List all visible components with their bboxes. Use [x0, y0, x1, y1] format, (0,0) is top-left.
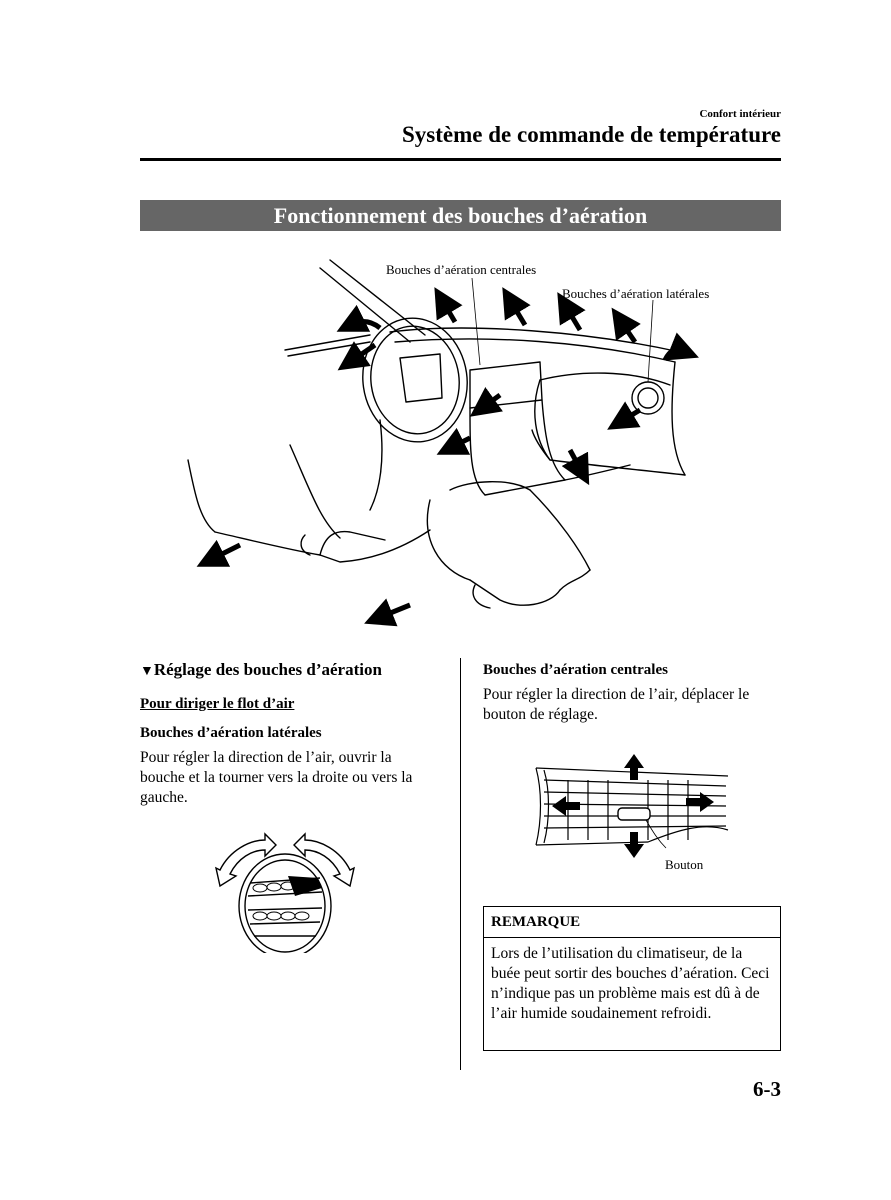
- center-vent-illustration: [528, 750, 738, 880]
- column-divider: [460, 658, 461, 1070]
- subheading-center-vents: Bouches d’aération centrales: [483, 662, 668, 678]
- section-heading: [140, 660, 440, 680]
- adjust-knob: [618, 808, 650, 820]
- car-interior-illustration: [170, 250, 730, 630]
- label-side-vents: Bouches d’aération latérales: [562, 286, 710, 301]
- label-center-vents: Bouches d’aération centrales: [386, 262, 537, 277]
- note-box: [483, 906, 781, 1051]
- section-title: Système de commande de température: [402, 122, 781, 147]
- section-heading-text: Réglage des bouches d’aération: [153, 660, 382, 679]
- page-number: 6-3: [753, 1077, 781, 1101]
- center-vents-instructions: Pour régler la direction de l’air, déplacer le bouton de réglage.: [483, 686, 750, 723]
- button-leader-line: [646, 820, 666, 848]
- header-rule: [140, 158, 781, 161]
- subheading-direct-airflow: Pour diriger le flot d’air: [140, 696, 295, 712]
- subheading-side-vents: Bouches d’aération latérales: [140, 725, 322, 741]
- note-title: REMARQUE: [484, 907, 780, 938]
- triangle-marker-icon: ▼: [140, 664, 154, 679]
- side-vents-instructions: Pour régler la direction de l’air, ouvrir la bouche et la tourner vers la droite ou vers la gauche.: [140, 749, 413, 806]
- label-button: Bouton: [665, 857, 704, 872]
- note-text: Lors de l’utilisation du climatiseur, de la buée peut sortir des bouches d’aération. Ceci n’indique pas un problème mais est dû à de l’air humide soudainement refroidi.: [491, 945, 770, 1022]
- chapter-label: Confort intérieur: [699, 108, 781, 120]
- side-vent-illustration: [210, 828, 360, 953]
- left-column: [140, 660, 440, 808]
- airflow-arrows: [210, 300, 685, 618]
- topic-banner: Fonctionnement des bouches d’aération: [140, 200, 781, 231]
- right-column: [483, 662, 781, 725]
- car-interior-lines: [188, 260, 685, 608]
